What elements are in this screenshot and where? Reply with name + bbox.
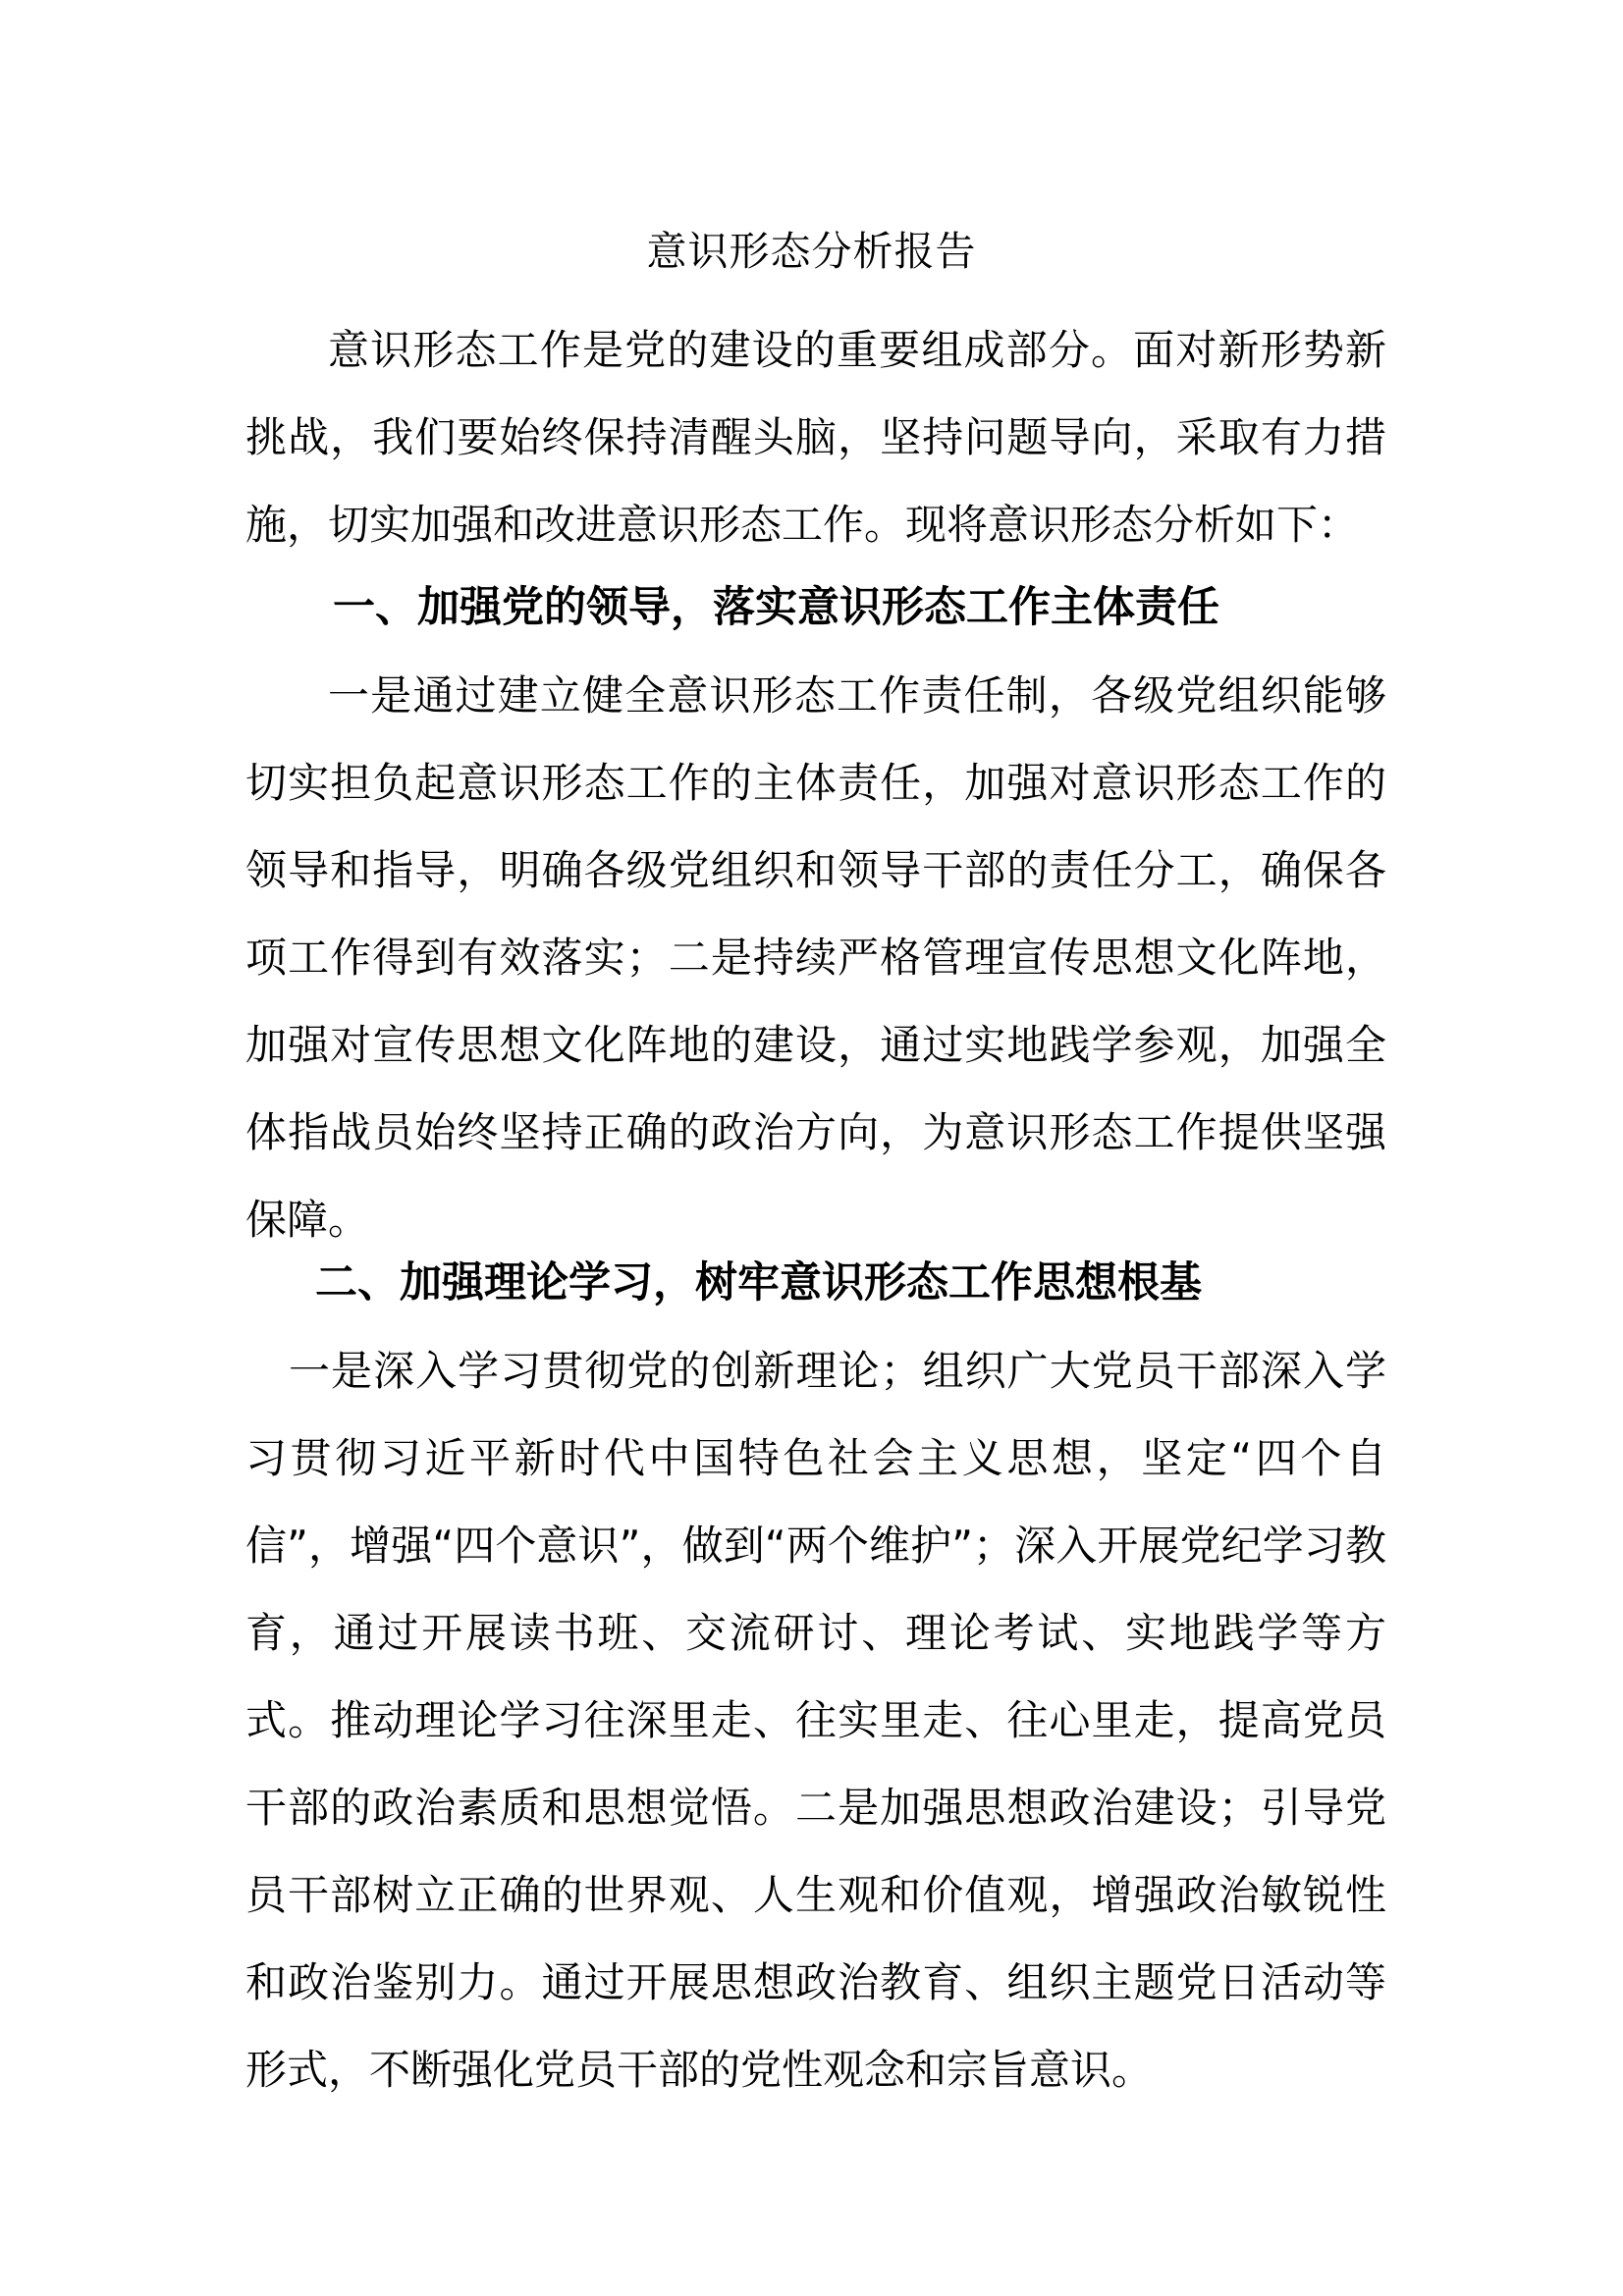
- section-2-heading: 二、加强理论学习，树牢意识形态工作思想根基: [315, 1258, 1202, 1308]
- section-1-heading: 一、加强党的领导，落实意识形态工作主体责任: [333, 583, 1219, 632]
- document-title: 意识形态分析报告: [646, 228, 977, 275]
- section-2-body: 一是深入学习贯彻党的创新理论；组织广大党员干部深入学习贯彻习近平新时代中国特色社会主义思想，坚定“四个自信”，增强“四个意识”，做到“两个维护”；深入开展党纪学习教育，通过开展读书班、交流研讨、理论考试、实地践学等方式。推动理论学习往深里走、往实里走、往心里走，提高党员干部的政治素质和思想觉悟。二是加强思想政治建设；引导党员干部树立正确的世界观、人生观和价值观，增强政治敏锐性和政治鉴别力。通过开展思想政治教育、组织主题党日活动等形式，不断强化党员干部的党性观念和宗旨意识。: [245, 1347, 1386, 2094]
- intro-paragraph: 意识形态工作是党的建设的重要组成部分。面对新形势新挑战，我们要始终保持清醒头脑，坚持问题导向，采取有力措施，切实加强和改进意识形态工作。现将意识形态分析如下：: [245, 326, 1386, 549]
- section-1-body: 一是通过建立健全意识形态工作责任制，各级党组织能够切实担负起意识形态工作的主体责任，加强对意识形态工作的领导和指导，明确各级党组织和领导干部的责任分工，确保各项工作得到有效落实；二是持续严格管理宣传思想文化阵地，加强对宣传思想文化阵地的建设，通过实地践学参观，加强全体指战员始终坚持正确的政治方向，为意识形态工作提供坚强保障。: [245, 671, 1386, 1244]
